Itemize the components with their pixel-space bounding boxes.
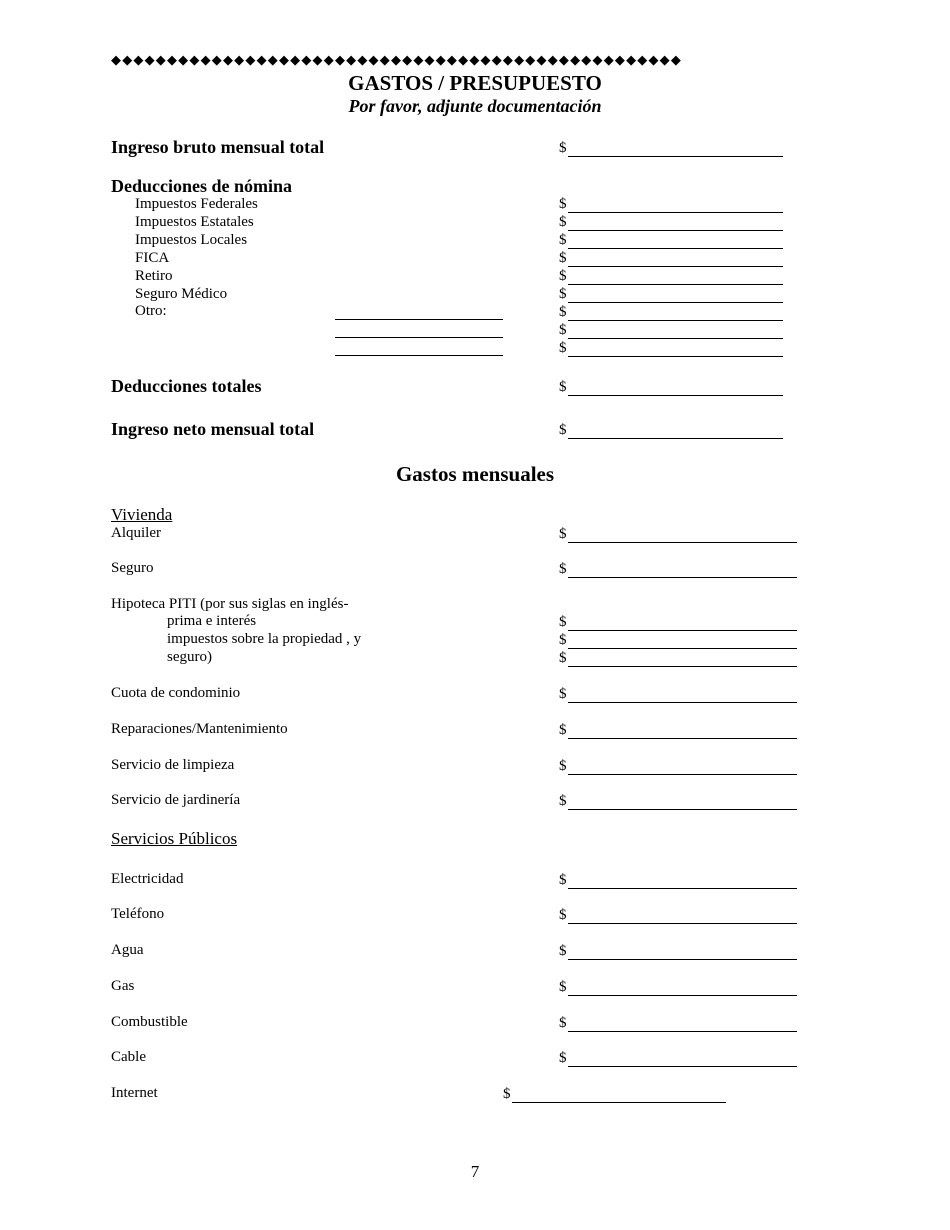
net-income-label: Ingreso neto mensual total [111, 419, 315, 439]
utility-label: Teléfono [111, 906, 165, 922]
utility-field[interactable]: $ [559, 943, 797, 960]
total-deductions-field[interactable]: $ [559, 379, 783, 396]
monthly-expenses-heading: Gastos mensuales [395, 462, 555, 486]
rent-label: Alquiler [111, 525, 161, 541]
gross-income-field[interactable]: $ [559, 140, 783, 157]
deduction-amount-field[interactable]: $ [559, 214, 783, 231]
condo-fee-label: Cuota de condominio [111, 685, 241, 701]
deduction-label: FICA [135, 250, 170, 266]
deduction-amount-field[interactable]: $ [559, 322, 783, 339]
other-description-field[interactable] [335, 319, 503, 320]
deduction-amount-field[interactable]: $ [559, 340, 783, 357]
diamond-divider: ◆◆◆◆◆◆◆◆◆◆◆◆◆◆◆◆◆◆◆◆◆◆◆◆◆◆◆◆◆◆◆◆◆◆◆◆◆◆◆◆◆◆◆◆◆◆◆◆◆◆◆ [111, 52, 683, 67]
rent-field[interactable]: $ [559, 526, 797, 543]
deduction-amount-field[interactable]: $ [559, 250, 783, 267]
deduction-label: Impuestos Federales [135, 196, 258, 212]
deduction-label: Seguro Médico [135, 286, 228, 302]
repairs-field[interactable]: $ [559, 722, 797, 739]
deduction-label: Impuestos Locales [135, 232, 248, 248]
page-number: 7 [470, 1162, 480, 1181]
piti-insurance-field[interactable]: $ [559, 650, 797, 667]
utility-label: Electricidad [111, 871, 184, 887]
cleaning-label: Servicio de limpieza [111, 757, 235, 773]
repairs-label: Reparaciones/Mantenimiento [111, 721, 288, 737]
utility-label: Internet [111, 1085, 158, 1101]
insurance-field[interactable]: $ [559, 561, 797, 578]
deduction-amount-field[interactable]: $ [559, 232, 783, 249]
utility-field[interactable]: $ [503, 1086, 726, 1103]
condo-fee-field[interactable]: $ [559, 686, 797, 703]
utility-label: Cable [111, 1049, 146, 1065]
deductions-heading: Deducciones de nómina [111, 176, 293, 196]
utility-label: Combustible [111, 1014, 188, 1030]
piti-principal-label: prima e interés [167, 613, 257, 629]
insurance-label: Seguro [111, 560, 154, 576]
utility-field[interactable]: $ [559, 1050, 797, 1067]
total-deductions-label: Deducciones totales [111, 376, 262, 396]
piti-label: Hipoteca PITI (por sus siglas en inglés- [111, 596, 349, 612]
utility-field[interactable]: $ [559, 872, 797, 889]
gardening-label: Servicio de jardinería [111, 792, 241, 808]
other-description-field[interactable] [335, 355, 503, 356]
net-income-field[interactable]: $ [559, 422, 783, 439]
page-subtitle: Por favor, adjunte documentación [348, 96, 602, 116]
deduction-amount-field[interactable]: $ [559, 196, 783, 213]
utility-field[interactable]: $ [559, 907, 797, 924]
utility-label: Agua [111, 942, 144, 958]
deduction-amount-field[interactable]: $ [559, 304, 783, 321]
deduction-amount-field[interactable]: $ [559, 286, 783, 303]
gardening-field[interactable]: $ [559, 793, 797, 810]
piti-taxes-label: impuestos sobre la propiedad , y [167, 631, 362, 647]
page-title: GASTOS / PRESUPUESTO [348, 71, 602, 95]
utilities-heading: Servicios Públicos [111, 829, 238, 848]
deduction-label: Retiro [135, 268, 173, 284]
housing-heading: Vivienda [111, 505, 173, 524]
deduction-amount-field[interactable]: $ [559, 268, 783, 285]
other-description-field[interactable] [335, 337, 503, 338]
utility-field[interactable]: $ [559, 979, 797, 996]
piti-insurance-label: seguro) [167, 649, 212, 665]
gross-income-label: Ingreso bruto mensual total [111, 137, 325, 157]
piti-principal-field[interactable]: $ [559, 614, 797, 631]
utility-field[interactable]: $ [559, 1015, 797, 1032]
deduction-label: Impuestos Estatales [135, 214, 254, 230]
deduction-label-other: Otro: [135, 303, 167, 319]
cleaning-field[interactable]: $ [559, 758, 797, 775]
piti-taxes-field[interactable]: $ [559, 632, 797, 649]
utility-label: Gas [111, 978, 135, 994]
